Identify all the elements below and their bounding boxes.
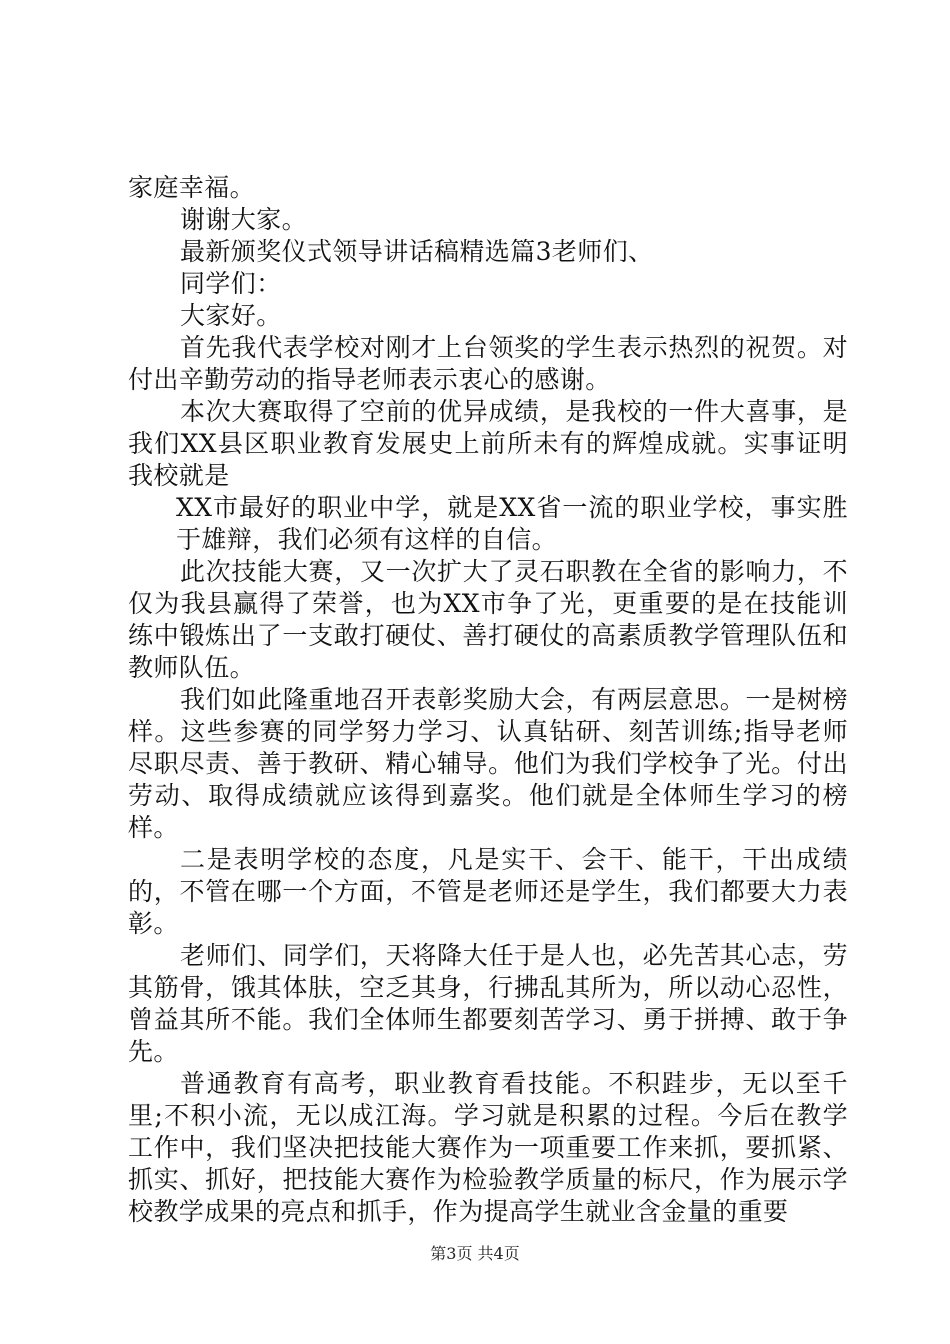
paragraph: 家庭幸福。 <box>128 173 256 202</box>
paragraph: 普通教育有高考，职业教育看技能。不积跬步，无以至千里;不积小流，无以成江海。学习就是积累的过程。今后在教学工作中，我们坚决把技能大赛作为一项重要工作来抓，要抓紧、抓实、抓好，把技能大赛作为检验教学质量的标尺，作为展示学校教学成果的亮点和抓手，作为提高学生就业含金量的重要 <box>128 1069 848 1226</box>
document-body <box>128 172 848 1228</box>
paragraph: 同学们： <box>180 269 282 298</box>
paragraph: 大家好。 <box>180 301 282 330</box>
paragraph: 此次技能大赛，又一次扩大了灵石职教在全省的影响力，不仅为我县赢得了荣誉，也为XX市争了光，更重要的是在技能训练中锻炼出了一支敢打硬仗、善打硬仗的高素质教学管理队伍和教师队伍。 <box>128 557 848 682</box>
paragraph: 最新颁奖仪式领导讲话稿精选篇3老师们、 <box>180 237 654 266</box>
paragraph: 我们如此隆重地召开表彰奖励大会，有两层意思。一是树榜样。这些参赛的同学努力学习、认真钻研、刻苦训练;指导老师尽职尽责、善于教研、精心辅导。他们为我们学校争了光。付出劳动、取得成绩就应该得到嘉奖。他们就是全体师生学习的榜样。 <box>128 685 848 842</box>
paragraph: 谢谢大家。 <box>180 205 308 234</box>
paragraph: 老师们、同学们，天将降大任于是人也，必先苦其心志，劳其筋骨，饿其体肤，空乏其身，行拂乱其所为，所以动心忍性，曾益其所不能。我们全体师生都要刻苦学习、勇于拼搏、敢于争先。 <box>128 941 848 1066</box>
paragraph: 首先我代表学校对刚才上台领奖的学生表示热烈的祝贺。对付出辛勤劳动的指导老师表示衷心的感谢。 <box>128 333 848 394</box>
paragraph: 二是表明学校的态度，凡是实干、会干、能干，干出成绩的，不管在哪一个方面，不管是老师还是学生，我们都要大力表彰。 <box>128 845 848 938</box>
paragraph: XX市最好的职业中学，就是XX省一流的职业学校，事实胜于雄辩，我们必须有这样的自信。 <box>176 493 848 554</box>
page-number-footer: 第3页 共4页 <box>430 1244 520 1263</box>
paragraph: 本次大赛取得了空前的优异成绩，是我校的一件大喜事，是我们XX县区职业教育发展史上前所未有的辉煌成就。实事证明我校就是 <box>128 397 848 490</box>
